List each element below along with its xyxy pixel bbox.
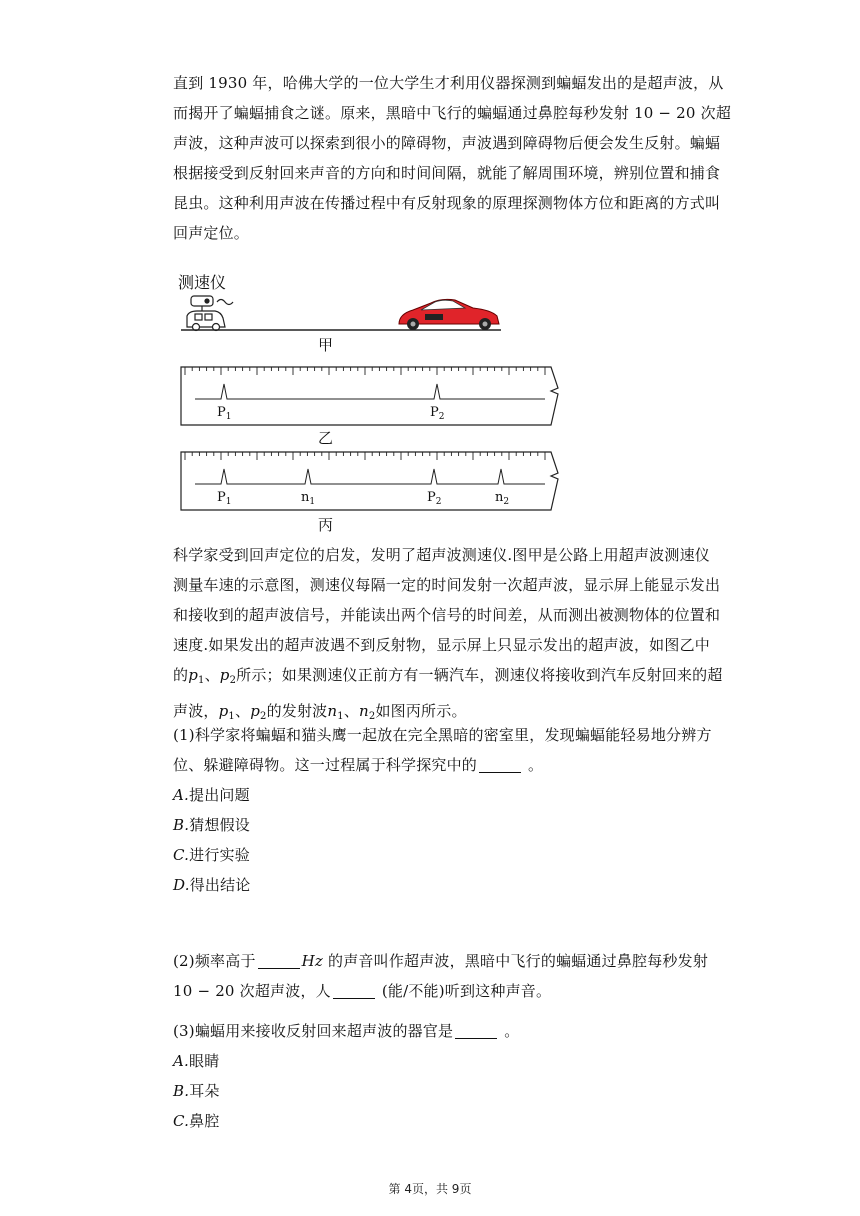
red-car-icon bbox=[399, 299, 499, 330]
description-paragraph bbox=[173, 540, 723, 732]
display-screen-b bbox=[181, 367, 558, 425]
answer-blank[interactable] bbox=[479, 756, 521, 773]
label-n1: $n_1$ bbox=[301, 490, 316, 507]
option-b[interactable]: B.耳朵 bbox=[173, 1082, 220, 1100]
figure-caption-a: 甲 bbox=[318, 336, 334, 354]
ruler-ticks bbox=[185, 452, 545, 460]
intro-line: 根据接受到反射回来声音的方向和时间间隔，就能了解周围环境，辨别位置和捕食 bbox=[173, 164, 721, 182]
label-p2: $P_2$ bbox=[430, 405, 445, 422]
option-c[interactable]: C.鼻腔 bbox=[173, 1112, 220, 1130]
question-3 bbox=[173, 1016, 713, 1136]
option-a[interactable]: A.提出问题 bbox=[173, 786, 250, 804]
desc-line: 声波，$p_1$、$p_2$的发射波$n_1$、$n_2$如图丙所示。 bbox=[173, 702, 467, 722]
question-text: (1)科学家将蝙蝠和猫头鹰一起放在完全黑暗的密室里，发现蝙蝠能轻易地分辨方 bbox=[173, 726, 712, 744]
signal-trace bbox=[195, 469, 545, 484]
question-2 bbox=[173, 946, 713, 1006]
desc-line: 科学家受到回声定位的启发，发明了超声波测速仪.图甲是公路上用超声波测速仪 bbox=[173, 546, 710, 564]
intro-line: 直到 1930 年，哈佛大学的一位大学生才利用仪器探测到蝙蝠发出的是超声波，从 bbox=[173, 74, 724, 92]
intro-line: 而揭开了蝙蝠捕食之谜。原来，黑暗中飞行的蝙蝠通过鼻腔每秒发射 10 − 20 次超 bbox=[173, 104, 732, 122]
page-footer: 第 4页，共 9页 bbox=[388, 1182, 472, 1196]
question-text: (2)频率高于 Hz 的声音叫作超声波，黑暗中飞行的蝙蝠通过鼻腔每秒发射 bbox=[173, 952, 709, 970]
label-p2: $P_2$ bbox=[427, 490, 442, 507]
label-p1: $P_1$ bbox=[217, 405, 232, 422]
answer-blank[interactable] bbox=[455, 1022, 497, 1039]
ruler-ticks bbox=[185, 367, 545, 375]
question-text: 10 − 20 次超声波，人 (能/不能)听到这种声音。 bbox=[173, 982, 552, 1000]
display-screen-c bbox=[181, 452, 558, 510]
option-a[interactable]: A.眼睛 bbox=[173, 1052, 220, 1070]
figure-caption-b: 乙 bbox=[318, 429, 334, 447]
question-text: (3)蝙蝠用来接收反射回来超声波的器官是 。 bbox=[173, 1022, 520, 1040]
desc-line: 测量车速的示意图，测速仪每隔一定的时间发射一次超声波，显示屏上能显示发出 bbox=[173, 576, 721, 594]
intro-line: 回声定位。 bbox=[173, 224, 250, 242]
intro-line: 声波，这种声波可以探索到很小的障碍物，声波遇到障碍物后便会发生反射。蝙蝠 bbox=[173, 134, 721, 152]
intro-line: 昆虫。这种利用声波在传播过程中有反射现象的原理探测物体方位和距离的方式叫 bbox=[173, 194, 721, 212]
device-label: 测速仪 bbox=[178, 273, 227, 292]
option-b[interactable]: B.猜想假设 bbox=[173, 816, 251, 834]
figure-caption-c: 丙 bbox=[318, 516, 334, 534]
question-text: 位、躲避障碍物。这一过程属于科学探究中的 。 bbox=[173, 756, 544, 774]
signal-trace bbox=[195, 384, 545, 399]
label-p1: $P_1$ bbox=[217, 490, 232, 507]
answer-blank[interactable] bbox=[258, 952, 300, 969]
label-n2: $n_2$ bbox=[495, 490, 510, 507]
option-d[interactable]: D.得出结论 bbox=[173, 876, 251, 894]
question-1 bbox=[173, 720, 713, 900]
speed-meter-figure bbox=[173, 268, 573, 538]
speed-meter-van-icon bbox=[187, 296, 233, 331]
intro-paragraph bbox=[173, 68, 732, 248]
desc-line: 速度.如果发出的超声波遇不到反射物，显示屏上只显示发出的超声波，如图乙中 bbox=[173, 636, 710, 654]
answer-blank[interactable] bbox=[333, 982, 375, 999]
desc-line: 和接收到的超声波信号，并能读出两个信号的时间差，从而测出被测物体的位置和 bbox=[173, 606, 721, 624]
desc-line: 的$p_1$、$p_2$所示；如果测速仪正前方有一辆汽车，测速仪将接收到汽车反射回来的超 bbox=[173, 666, 723, 686]
option-c[interactable]: C.进行实验 bbox=[173, 846, 250, 864]
